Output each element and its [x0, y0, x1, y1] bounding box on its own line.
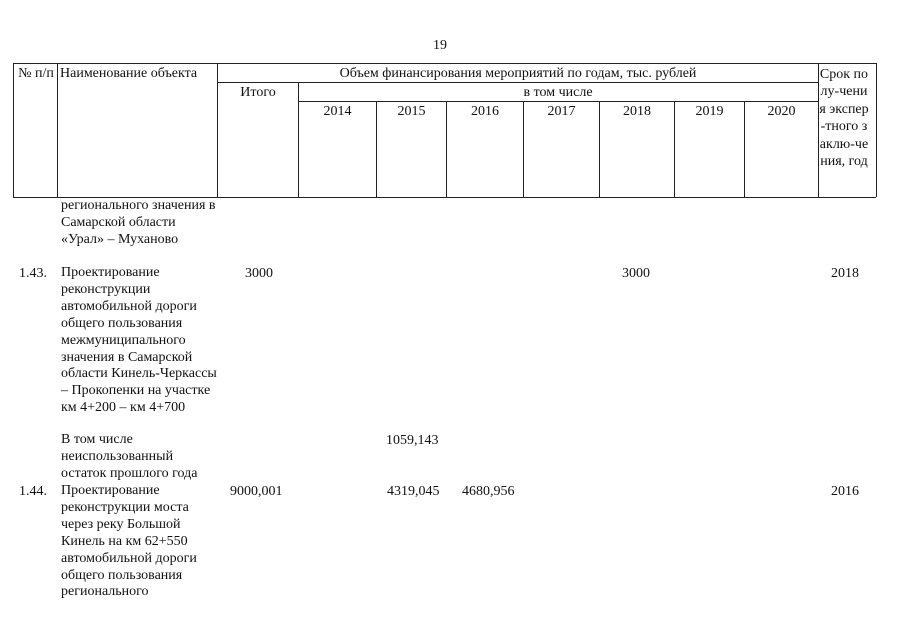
row-1-44-name: Проектирование реконструкции моста через реку Большой Кинель на км 62+550 автомобильной дороги общего пользования регионального — [61, 483, 197, 600]
page-number: 19 — [433, 38, 447, 53]
header-including: в том числе — [523, 85, 593, 100]
header-number-cell: № п/п — [18, 66, 54, 81]
header-financing-volume: Объем финансирования мероприятий по годам, тыс. рублей — [339, 66, 697, 81]
header-object-name: Наименование объекта — [60, 66, 198, 81]
row-1-43-sub-2015: 1059,143 — [386, 433, 439, 448]
grid-line — [57, 63, 58, 197]
header-year-2016: 2016 — [471, 104, 499, 119]
row-1-44-number: 1.44. — [19, 484, 47, 499]
header-year-2014: 2014 — [323, 104, 352, 119]
row-1-43-total: 3000 — [245, 266, 273, 281]
header-year-2015: 2015 — [397, 104, 426, 119]
row-1-43-name: Проектирование реконструкции автомобильной дороги общего пользования межмуниципального значения в Самарской области Кинель-Черкассы – Прокопенки на участке км 4+200 – км 4+700 — [61, 265, 217, 416]
header-year-2017: 2017 — [547, 104, 576, 119]
grid-line — [217, 82, 818, 83]
row-1-44-total: 9000,001 — [230, 484, 283, 499]
grid-line — [13, 63, 14, 197]
row-1-43-sub-name: В том числе неиспользованный остаток прошлого года — [61, 432, 198, 481]
grid-line — [13, 63, 876, 64]
header-deadline: Срок полу-чения экспер-тного заклю-чения, год — [819, 67, 869, 170]
row-1-44-2016: 4680,956 — [462, 484, 515, 499]
grid-line — [876, 63, 877, 197]
row-continuation-name: регионального значения в Самарской области «Урал» – Муханово — [61, 198, 216, 247]
row-1-43-deadline: 2018 — [831, 266, 859, 281]
header-year-2019: 2019 — [695, 104, 724, 119]
header-year-2020: 2020 — [767, 104, 796, 119]
header-total: Итого — [240, 85, 276, 100]
row-1-43-number: 1.43. — [19, 266, 47, 281]
header-year-2018: 2018 — [623, 104, 651, 119]
row-1-43-2018: 3000 — [622, 266, 650, 281]
grid-line — [217, 63, 218, 197]
row-1-44-deadline: 2016 — [831, 484, 859, 499]
row-1-44-2015: 4319,045 — [387, 484, 440, 499]
